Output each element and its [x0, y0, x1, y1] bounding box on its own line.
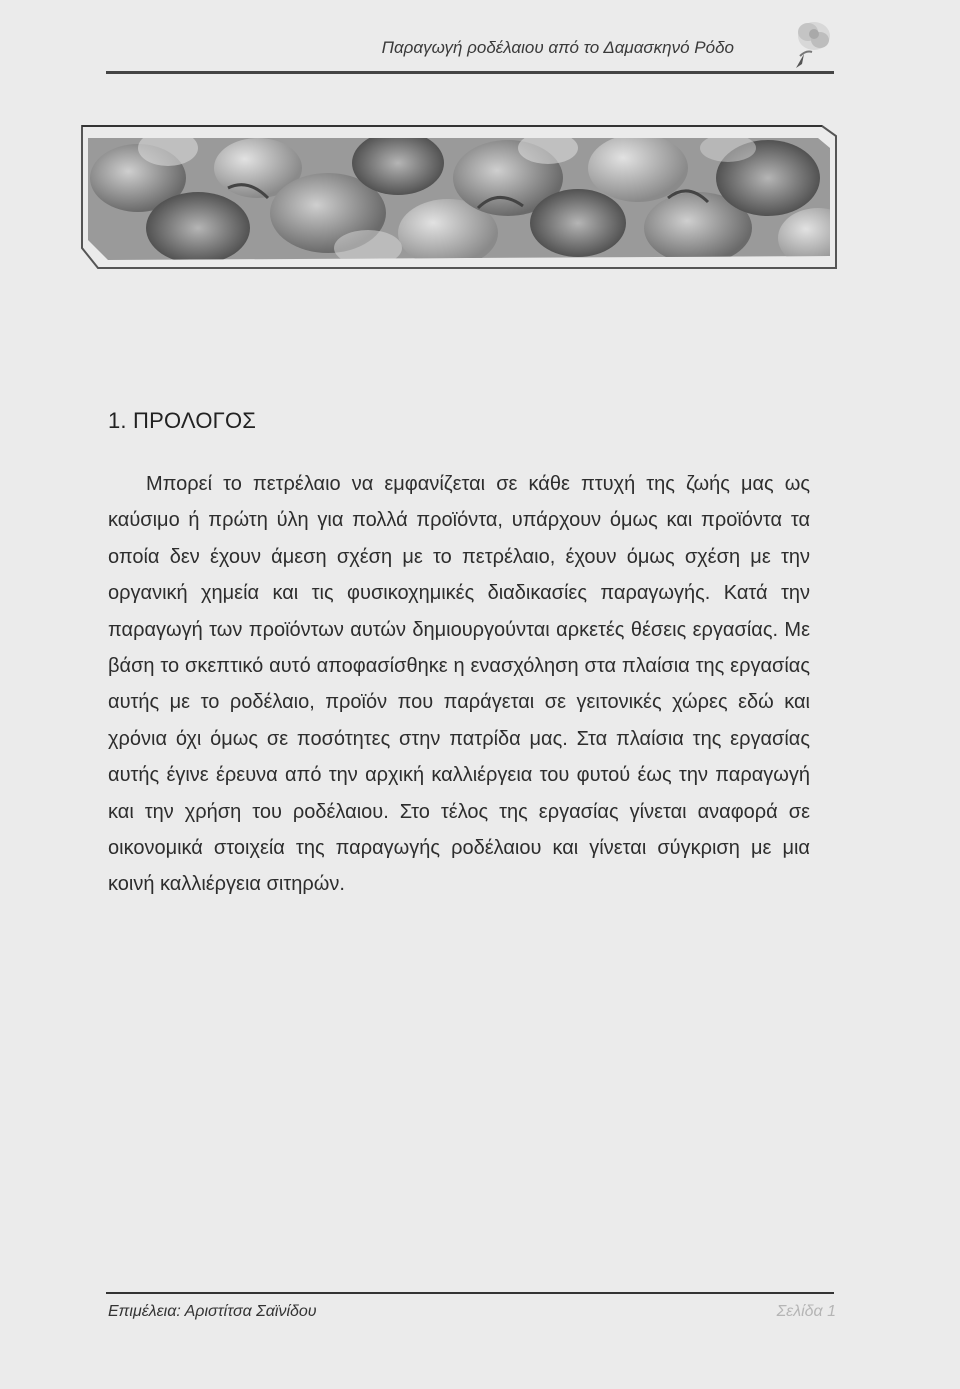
- rose-flower-ornament-icon: [786, 10, 838, 70]
- rose-petals-banner: [78, 118, 838, 270]
- footer-author: Επιμέλεια: Αριστίτσα Σαϊνίδου: [108, 1303, 317, 1320]
- header-rule: [106, 71, 834, 74]
- footer-page-number: Σελίδα 1: [776, 1303, 836, 1320]
- section-heading: 1. ΠΡΟΛΟΓΟΣ: [108, 408, 257, 433]
- footer-rule: [106, 1292, 834, 1294]
- header-title: Παραγωγή ροδέλαιου από το Δαμασκηνό Ρόδο: [381, 38, 734, 57]
- body-paragraph: Μπορεί το πετρέλαιο να εμφανίζεται σε κάθε πτυχή της ζωής μας ως καύσιμο ή πρώτη ύλη για πολλά προϊόντα, υπάρχουν όμως και προϊόντα τα οποία δεν έχουν άμεση σχέση με το πετρέλαιο, έχουν όμως σχέση με την οργανική χημεία και τις φυσικοχημικές διαδικασίες παραγωγής. Κατά την παραγωγή των προϊόντων αυτών δημιουργούνται αρκετές θέσεις εργασίας. Με βάση το σκεπτικό αυτό αποφασίσθηκε η ενασχόληση στα πλαίσια της εργασίας αυτής με το ροδέλαιο, προϊόν που παράγεται σε γειτονικές χώρες εδώ και χρόνια όχι όμως σε ποσότητες στην πατρίδα μας. Στα πλαίσια της εργασίας αυτής έγινε έρευνα από την αρχική καλλιέργεια του φυτού έως την παραγωγή και την χρήση του ροδέλαιου. Στο τέλος της εργασίας γίνεται αναφορά σε οικονομικά στοιχεία της παραγωγής ροδέλαιου και γίνεται σύγκριση με μια κοινή καλλιέργεια σιτηρών.: [108, 473, 810, 896]
